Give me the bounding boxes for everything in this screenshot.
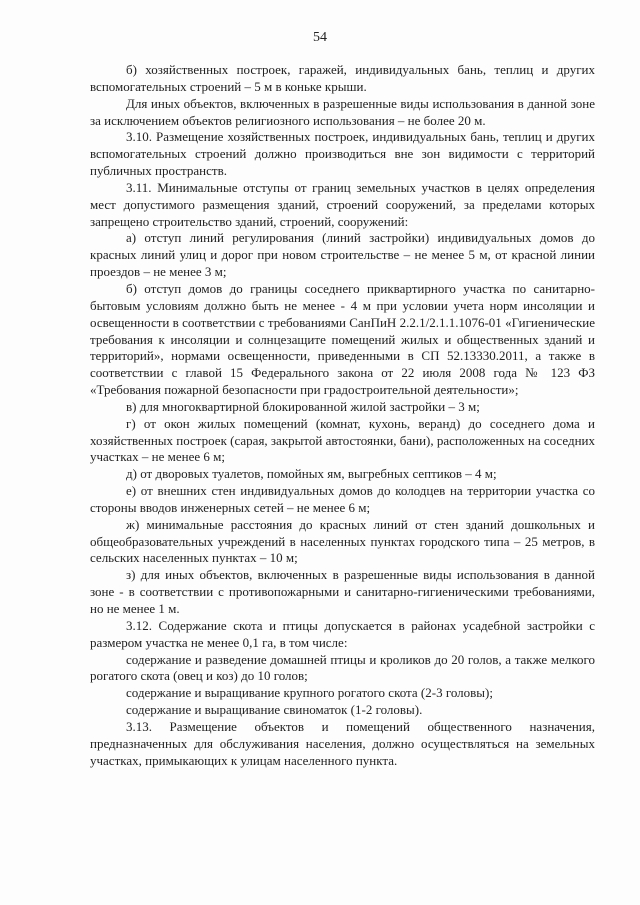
paragraph: ж) минимальные расстояния до красных линий от стен зданий дошкольных и общеобразовательных учреждений в населенных пунктах городского типа – 25 метров, в сельских населенных пунктах – 10 м;	[90, 516, 595, 566]
paragraph: 3.12. Содержание скота и птицы допускается в районах усадебной застройки с размером участка не менее 0,1 га, в том числе:	[90, 617, 595, 650]
paragraph: б) хозяйственных построек, гаражей, индивидуальных бань, теплиц и других вспомогательных строений – 5 м в коньке крыши.	[90, 62, 595, 94]
paragraph: 3.10. Размещение хозяйственных построек, индивидуальных бань, теплиц и других вспомогательных строений должно производиться вне зон видимости с территорий публичных пространств.	[90, 129, 595, 179]
document-body	[90, 62, 595, 769]
paragraph: 3.13. Размещение объектов и помещений общественного назначения, предназначенных для обслуживания населения, должно осуществляться на земельных участках, примыкающих к улицам населенного пункта.	[90, 718, 595, 768]
paragraph: б) отступ домов до границы соседнего приквартирного участка по санитарно-бытовым условиям должно быть не менее - 4 м при условии учета норм инсоляции и освещенности в соответствии с требованиями СанПиН 2.2.1/2.1.1.1076-01 «Гигиенические требования к инсоляции и солнцезащите помещений жилых и общественных зданий и территорий», нормами освещенности, приведенными в СП 52.13330.2011, а также в соответствии с главой 15 Федерального закона от 22 июля 2008 года № 123 ФЗ «Требования пожарной безопасности при градостроительной деятельности»;	[90, 280, 595, 398]
paragraph: содержание и выращивание свиноматок (1-2 головы).	[126, 702, 423, 718]
paragraph: в) для многоквартирной блокированной жилой застройки – 3 м;	[126, 398, 480, 414]
paragraph: а) отступ линий регулирования (линий застройки) индивидуальных домов до красных линий улиц и дорог при новом строительстве – не менее 5 м, от красной линии проездов – не менее 3 м;	[90, 230, 595, 280]
paragraph: содержание и разведение домашней птицы и кроликов до 20 голов, а также мелкого рогатого скота (овец и коз) до 10 голов;	[90, 651, 595, 684]
paragraph: содержание и выращивание крупного рогатого скота (2-3 головы);	[126, 685, 493, 701]
page-number: 54	[313, 30, 327, 45]
paragraph: з) для иных объектов, включенных в разрешенные виды использования в данной зоне - в соответствии с противопожарными и санитарно-гигиеническими требованиями, но не менее 1 м.	[90, 567, 595, 616]
paragraph: г) от окон жилых помещений (комнат, кухонь, веранд) до соседнего дома и хозяйственных построек (сарая, закрытой автостоянки, бани), расположенных на соседних участках – не менее 6 м;	[90, 415, 595, 465]
paragraph: Для иных объектов, включенных в разрешенные виды использования в данной зоне за исключением объектов религиозного использования – не более 20 м.	[90, 95, 595, 128]
paragraph: д) от дворовых туалетов, помойных ям, выгребных септиков – 4 м;	[126, 466, 497, 482]
paragraph: 3.11. Минимальные отступы от границ земельных участков в целях определения мест допустимого размещения зданий, строений сооружений, за пределами которых запрещено строительство зданий, строений, сооружений:	[90, 179, 595, 229]
paragraph: е) от внешних стен индивидуальных домов до колодцев на территории участка со стороны вводов инженерных сетей – не менее 6 м;	[90, 483, 595, 515]
